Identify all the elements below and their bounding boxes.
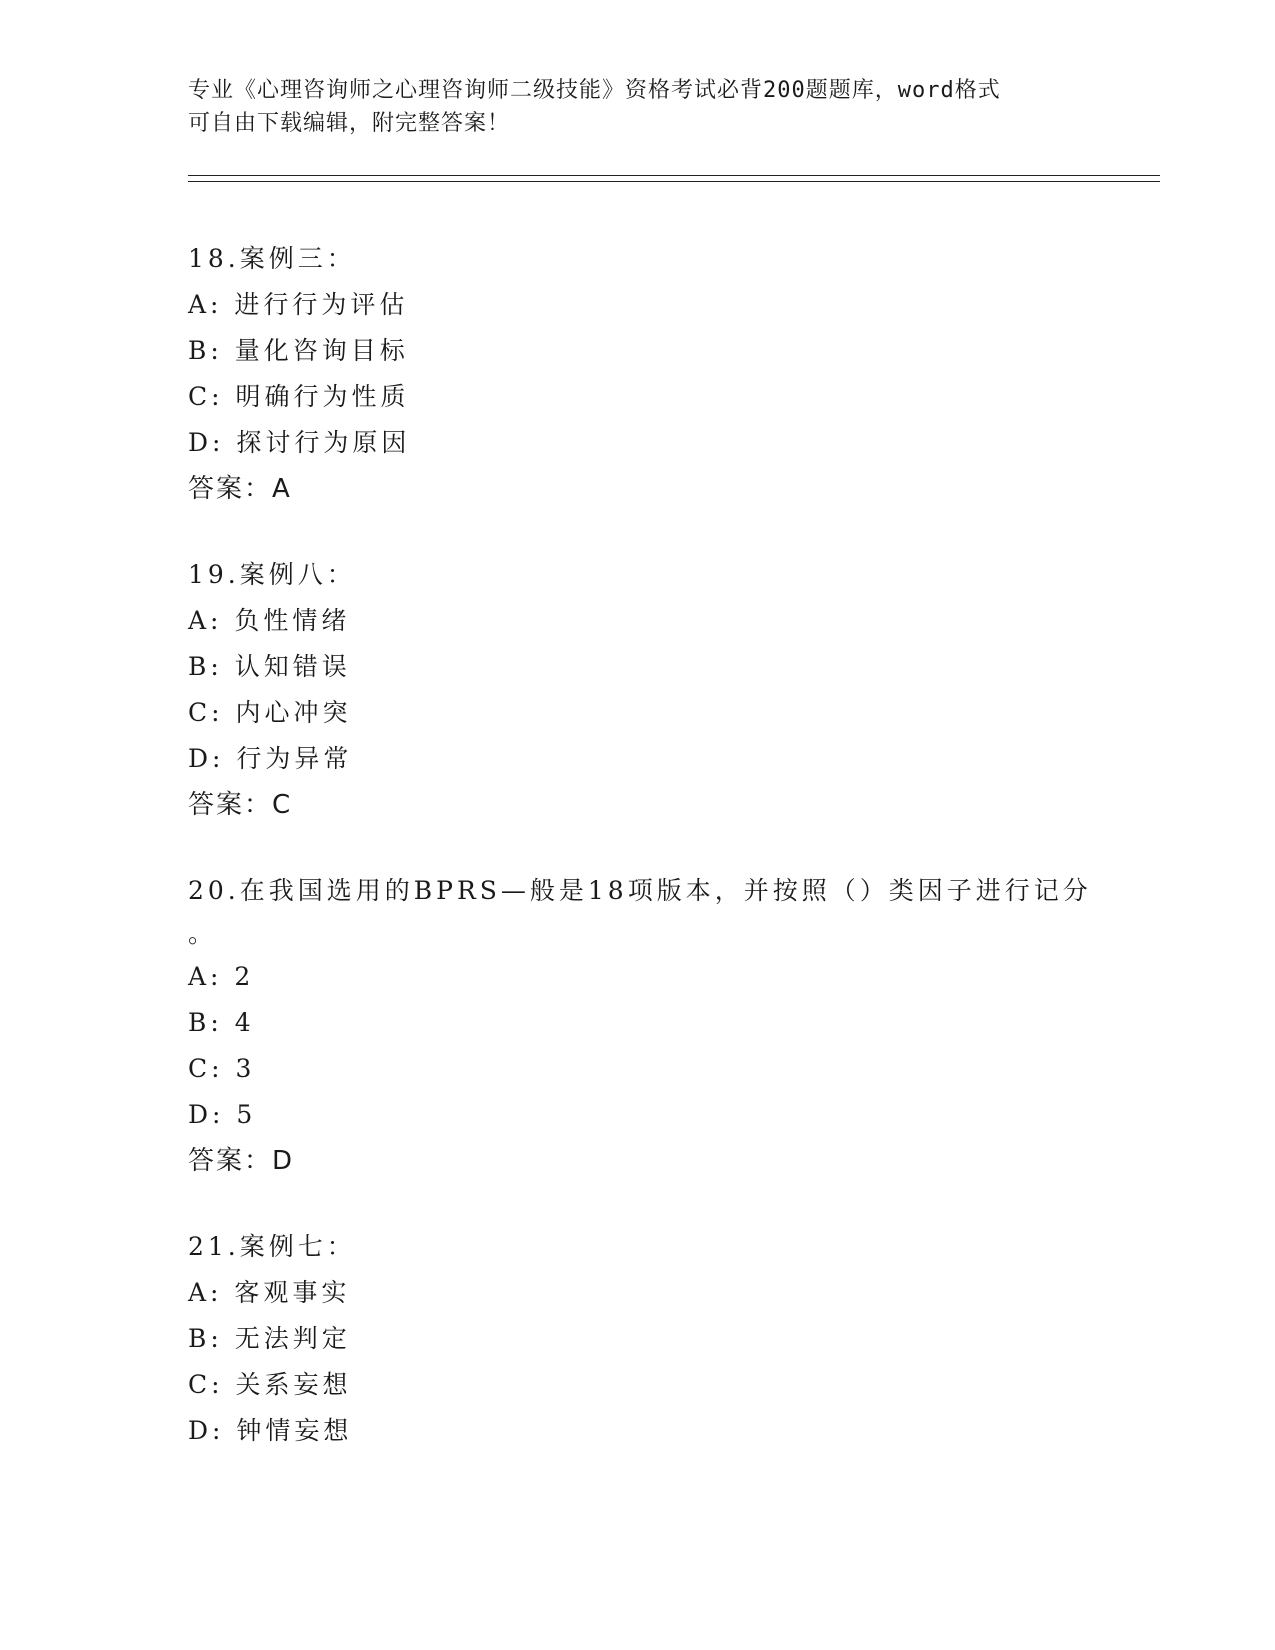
answer-line: 答案：D [188, 1146, 295, 1176]
question-19 [188, 552, 1088, 828]
question-stem: 20.在我国选用的BPRS—般是18项版本，并按照（）类因子进行记分 [188, 876, 1092, 905]
header-divider-bottom [188, 181, 1160, 182]
option-a: A: 进行行为评估 [188, 290, 409, 319]
header-divider-top [188, 175, 1160, 176]
question-21 [188, 1224, 1088, 1454]
question-stem-continuation: 。 [188, 919, 214, 948]
answer-line: 答案：A [188, 474, 292, 504]
option-a: A: 客观事实 [188, 1278, 351, 1307]
option-a: A: 2 [188, 962, 255, 991]
document-header [188, 74, 1088, 140]
option-b: B: 4 [188, 1008, 255, 1037]
option-c: C: 明确行为性质 [188, 382, 410, 411]
question-stem: 19.案例八： [188, 560, 356, 589]
option-c: C: 内心冲突 [188, 698, 352, 727]
answer-line: 答案：C [188, 790, 293, 820]
question-list [188, 236, 1092, 1494]
question-18 [188, 236, 1088, 512]
option-d: D: 行为异常 [188, 744, 353, 773]
option-a: A: 负性情绪 [188, 606, 351, 635]
option-b: B: 量化咨询目标 [188, 336, 409, 365]
header-line-2: 可自由下载编辑，附完整答案！ [188, 111, 511, 136]
option-b: B: 无法判定 [188, 1324, 351, 1353]
option-b: B: 认知错误 [188, 652, 351, 681]
header-line-1: 专业《心理咨询师之心理咨询师二级技能》资格考试必背200题题库，word格式 [188, 78, 1001, 103]
option-d: D: 5 [188, 1100, 257, 1129]
option-d: D: 钟情妄想 [188, 1416, 353, 1445]
question-stem: 21.案例七： [188, 1232, 356, 1261]
option-c: C: 3 [188, 1054, 256, 1083]
option-c: C: 关系妄想 [188, 1370, 352, 1399]
question-stem: 18.案例三： [188, 244, 356, 273]
option-d: D: 探讨行为原因 [188, 428, 411, 457]
question-20 [188, 868, 1092, 1184]
